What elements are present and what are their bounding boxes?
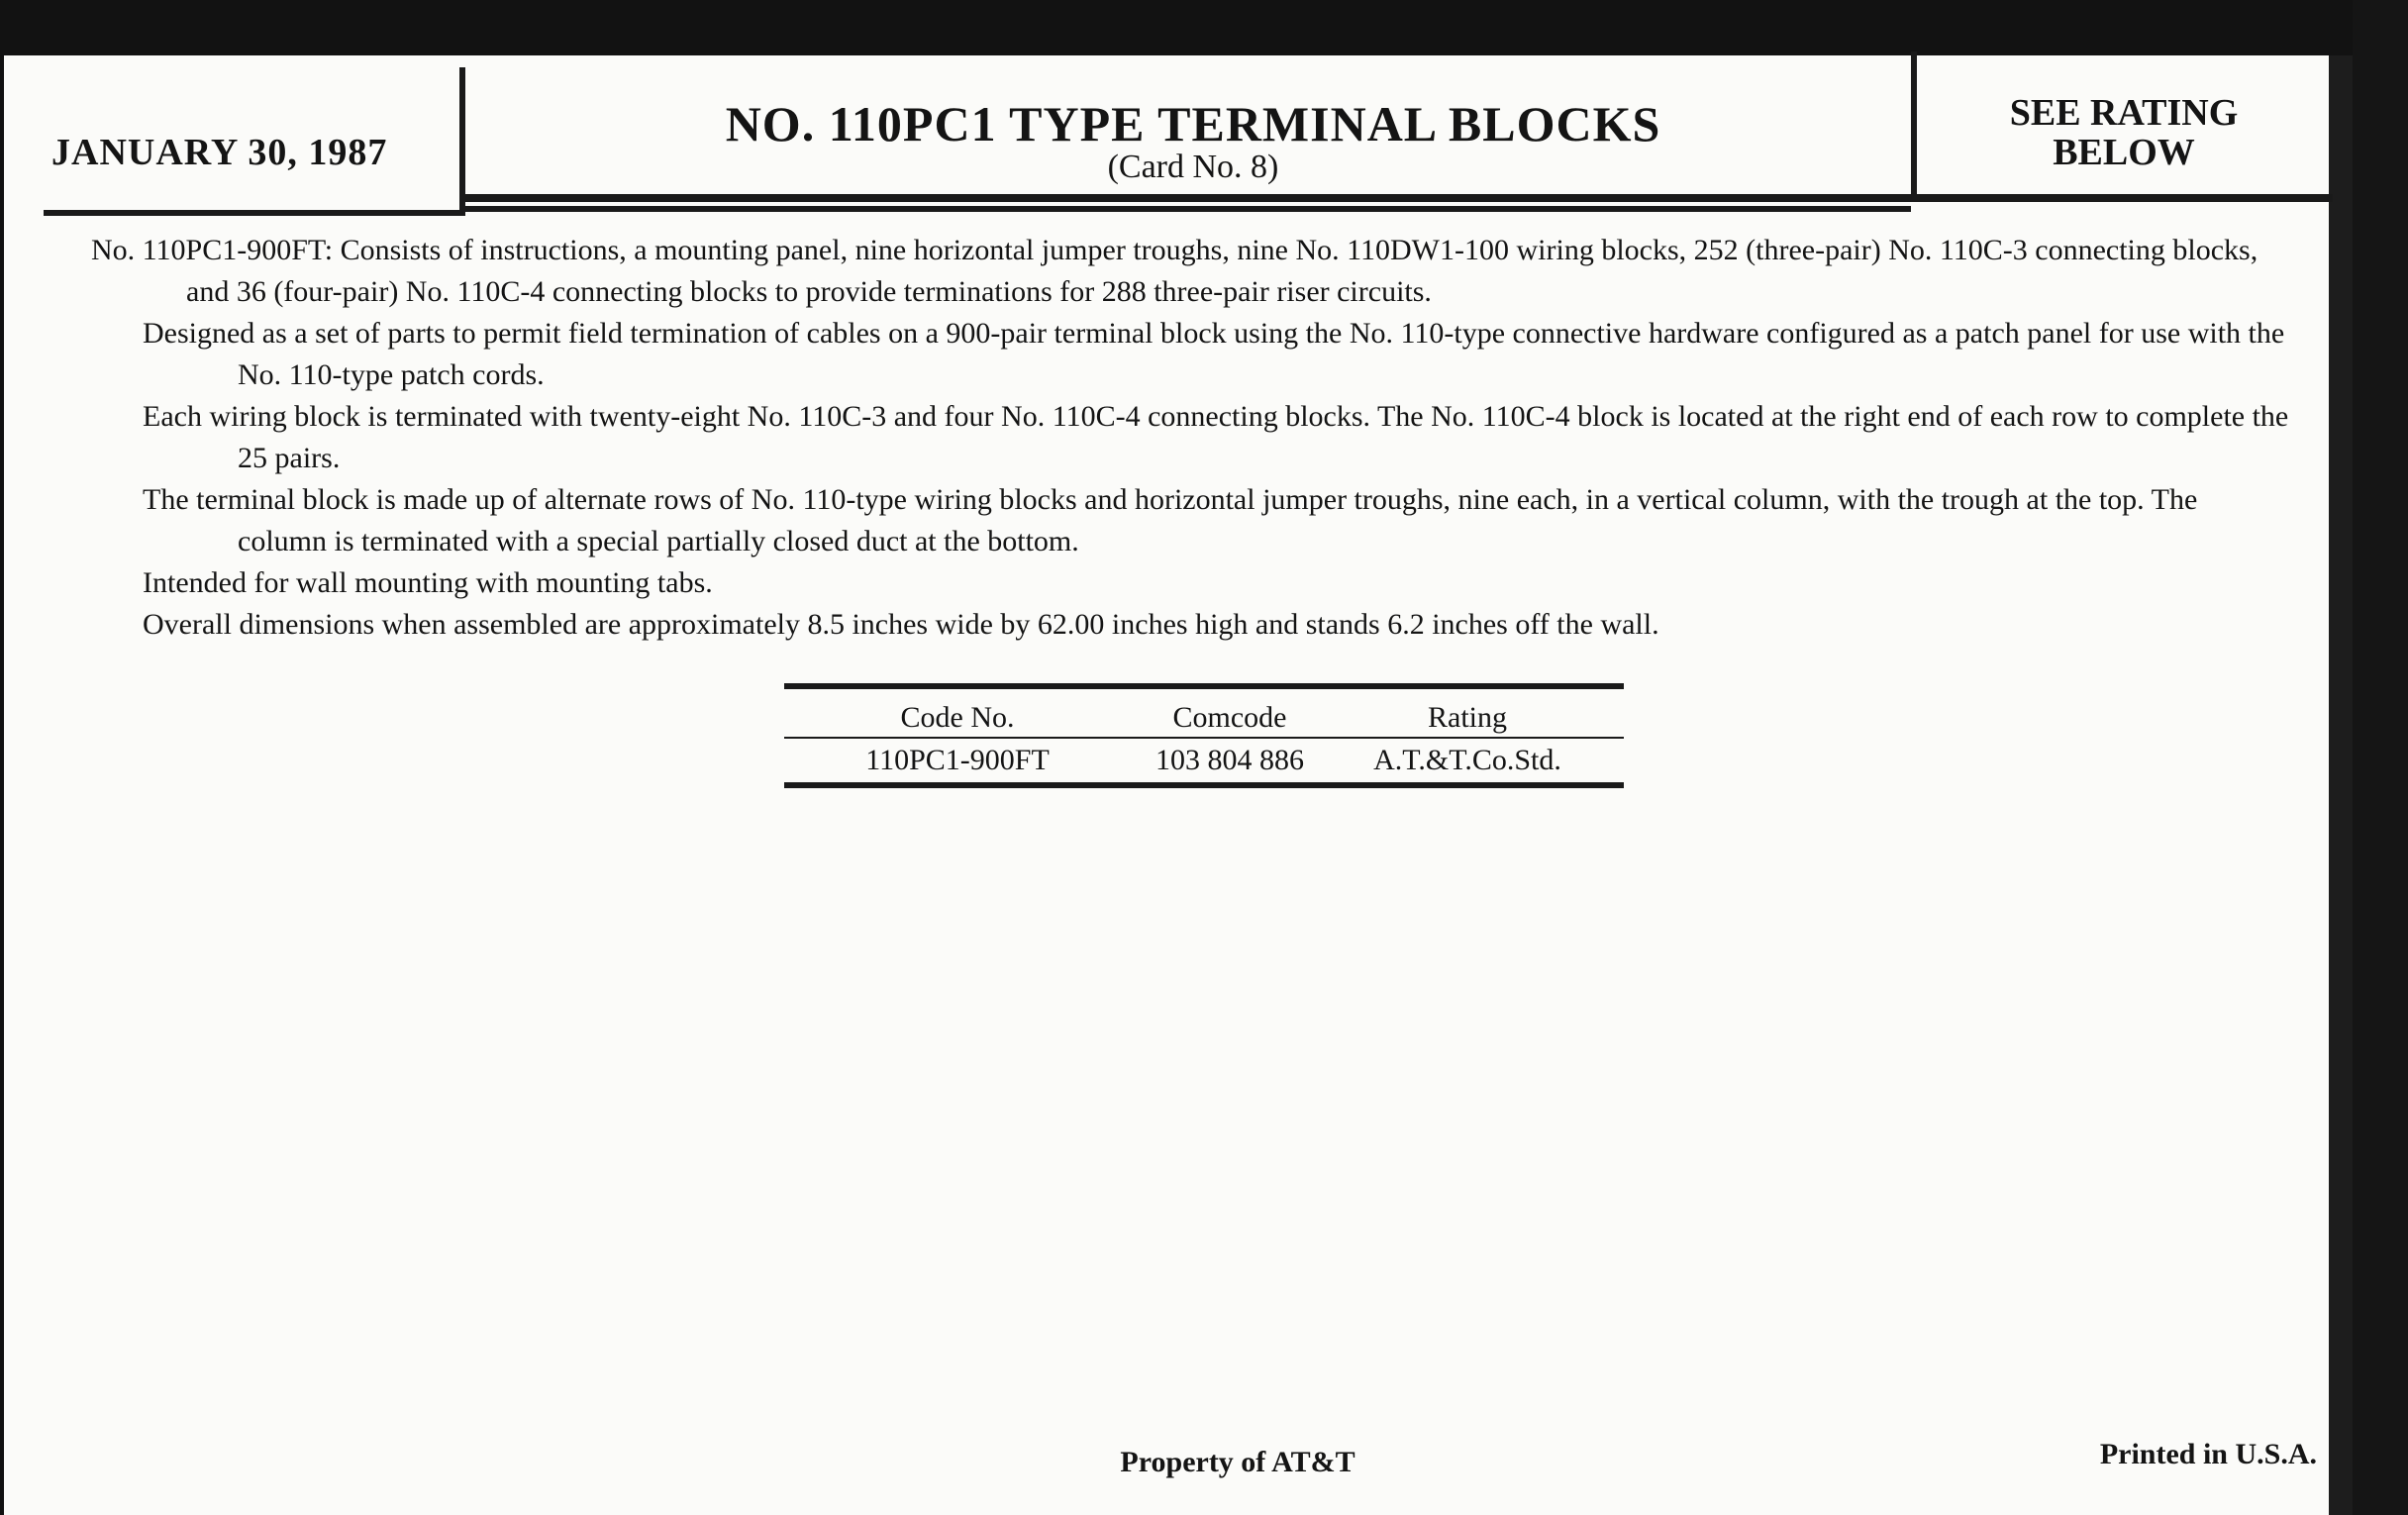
- printed-notice: Printed in U.S.A.: [2099, 1438, 2317, 1470]
- header-divider-right: [1911, 51, 1917, 200]
- description-paragraph: Overall dimensions when assembled are approximately 8.5 inches wide by 62.00 inches high and stands 6.2 inches off the wall.: [143, 608, 1659, 641]
- table-header-row: [784, 689, 1624, 739]
- page-title: NO. 110PC1 TYPE TERMINAL BLOCKS: [725, 96, 1661, 152]
- table-header-rating: Rating: [1428, 701, 1507, 734]
- description-paragraph: Each wiring block is terminated with twenty-eight No. 110C-3 and four No. 110C-4 connecting blocks. The No. 110C-4 block is located at the right end of each row to complete the 25 pairs.: [143, 400, 2289, 474]
- rating-note: [1921, 93, 2327, 172]
- header-rule-left: [44, 210, 465, 216]
- card-number: (Card No. 8): [1107, 149, 1279, 185]
- table-header-comcode: Comcode: [1172, 701, 1287, 734]
- scan-right-border: [2353, 0, 2408, 1515]
- header-rule-join: [459, 206, 1911, 212]
- card-right-edge: [2329, 55, 2353, 1515]
- table-row: [784, 739, 1624, 782]
- table-cell-comcode: 103 804 886: [1155, 744, 1304, 776]
- table-cell-rating: A.T.&T.Co.Std.: [1373, 744, 1561, 776]
- description-body: [91, 230, 2289, 646]
- code-table: [784, 683, 1624, 788]
- scan-top-border: [0, 0, 2408, 55]
- rating-note-line-2: BELOW: [2053, 132, 2195, 173]
- rating-note-line-1: SEE RATING: [2009, 92, 2239, 134]
- issue-date: JANUARY 30, 1987: [51, 132, 388, 173]
- property-notice: Property of AT&T: [1120, 1446, 1355, 1478]
- table-cell-code: 110PC1-900FT: [865, 744, 1050, 776]
- description-paragraph: Designed as a set of parts to permit field termination of cables on a 900-pair terminal block using the No. 110-type connective hardware configured as a patch panel for use with the No. 110-type patch cords.: [143, 317, 2285, 391]
- description-paragraph: Intended for wall mounting with mounting tabs.: [143, 566, 713, 599]
- header-rule-right: [465, 194, 2333, 202]
- table-header-code: Code No.: [900, 701, 1015, 734]
- description-paragraph: The terminal block is made up of alternate rows of No. 110-type wiring blocks and horizontal jumper troughs, nine each, in a vertical column, with the trough at the top. The column is terminated with a special partially closed duct at the bottom.: [143, 483, 2198, 557]
- description-paragraph: No. 110PC1-900FT: Consists of instructions, a mounting panel, nine horizontal jumper troughs, nine No. 110DW1-100 wiring blocks, 252 (three-pair) No. 110C-3 connecting blocks, and 36 (four-pair) No. 110C-4 connecting blocks to provide terminations for 288 three-pair riser circuits.: [91, 234, 2258, 308]
